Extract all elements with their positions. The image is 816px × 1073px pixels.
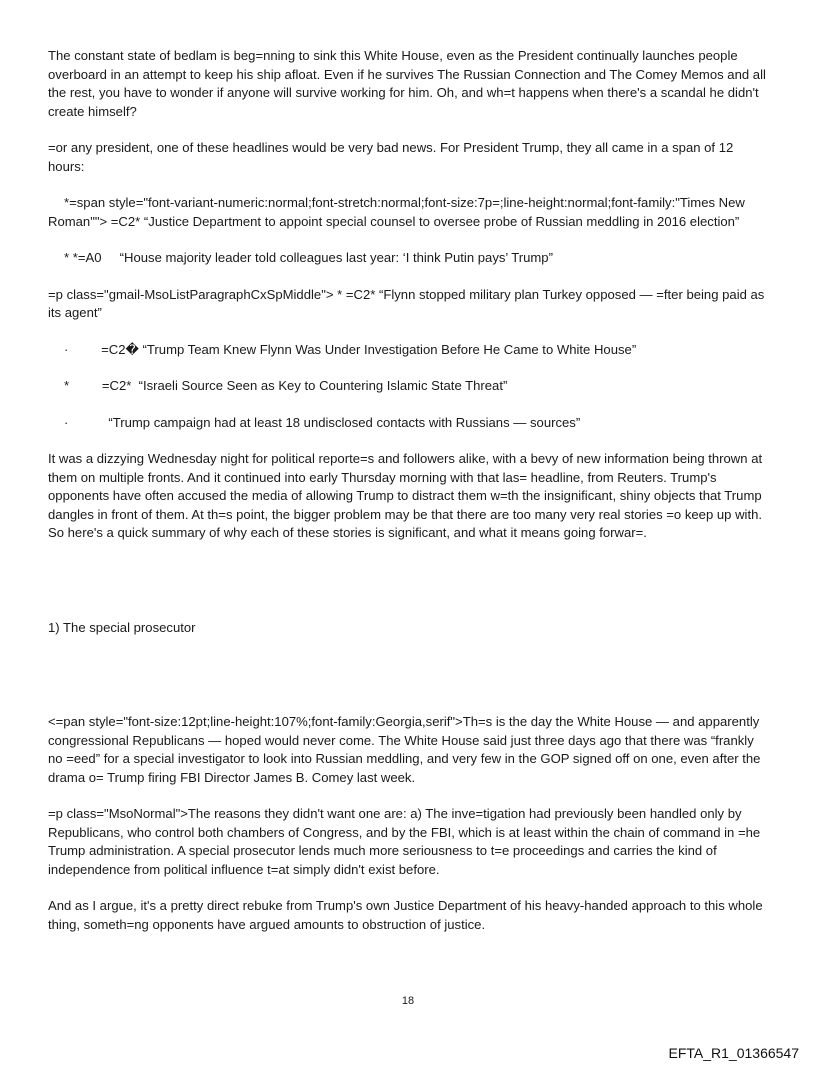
prosecutor-paragraph-2: =p class="MsoNormal">The reasons they didn't want one are: a) The inve=tigation had previously been handled only by Republicans, who control both chambers of Congress, and by the FBI, which is at least within the chain of command in =he Trump administration. A special prosecutor lends much more seriousness to t=e proceedings and carries the kind of independence from political influence t=at simply didn't exist before. [48, 806, 761, 877]
headline-item-3: =p class="gmail-MsoListParagraphCxSpMiddle"> * =C2* “Flynn stopped military plan Turkey opposed — =fter being paid as its agent” [48, 286, 765, 320]
document-id: EFTA_R1_01366547 [668, 1045, 799, 1061]
headline-item-1: *=span style="font-variant-numeric:normal;font-stretch:normal;font-size:7p=;line-height:normal;font-family:"Times New Roman""> =C2* “Justice Department to appoint special counsel to oversee probe of Russian meddling in 2016 election” [48, 195, 745, 229]
prosecutor-paragraph-1: <=pan style="font-size:12pt;line-height:107%;font-family:Georgia,serif">Th=s is the day the White House — and apparently congressional Republicans — hoped would never come. The White House said just three days ago that there was “frankly no =eed” for a special investigator to look into Russian meddling, and very few in the GOP signed off on one, even after the drama o= Trump firing FBI Director James B. Comey last week. [48, 714, 761, 785]
document-page [48, 47, 770, 934]
summary-paragraph: It was a dizzying Wednesday night for political reporte=s and followers alike, with a bevy of new information being thrown at them on multiple fronts. And it continued into early Thursday morning with that las= headline, from Reuters. Trump's opponents have often accused the media of allowing Trump to distract them w=th the insignificant, shiny objects that Trump dangles in front of them. At th=s point, the bigger problem may be that there are too many very real stories =o keep up with. So here's a quick summary of why each of these stories is significant, and what it means going forwar=. [48, 451, 763, 540]
intro-paragraph: The constant state of bedlam is beg=nning to sink this White House, even as the President continually launches people overboard in an attempt to keep his ship afloat. Even if he survives The Russian Connection and The Comey Memos and all the rest, you have to wonder if anyone will survive working for him. Oh, and wh=t happens when there's a scandal he didn't create himself? [48, 48, 766, 119]
page-number: 18 [401, 995, 415, 1007]
headlines-intro: =or any president, one of these headlines would be very bad news. For President Trump, they all came in a span of 12 hours: [48, 140, 734, 174]
headline-item-2: * *=A0 “House majority leader told colleagues last year: ‘I think Putin pays’ Trump” [64, 250, 553, 265]
headline-item-4: · =C2� “Trump Team Knew Flynn Was Under Investigation Before He Came to White House” [64, 341, 637, 357]
headline-item-6: · “Trump campaign had at least 18 undisclosed contacts with Russians — sources” [64, 414, 581, 430]
headline-item-5: * =C2* “Israeli Source Seen as Key to Countering Islamic State Threat” [64, 378, 508, 393]
section-heading: 1) The special prosecutor [48, 619, 196, 635]
prosecutor-paragraph-3: And as I argue, it's a pretty direct rebuke from Trump's own Justice Department of his heavy-handed approach to this whole thing, someth=ng opponents have argued amounts to obstruction of justice. [48, 898, 763, 932]
